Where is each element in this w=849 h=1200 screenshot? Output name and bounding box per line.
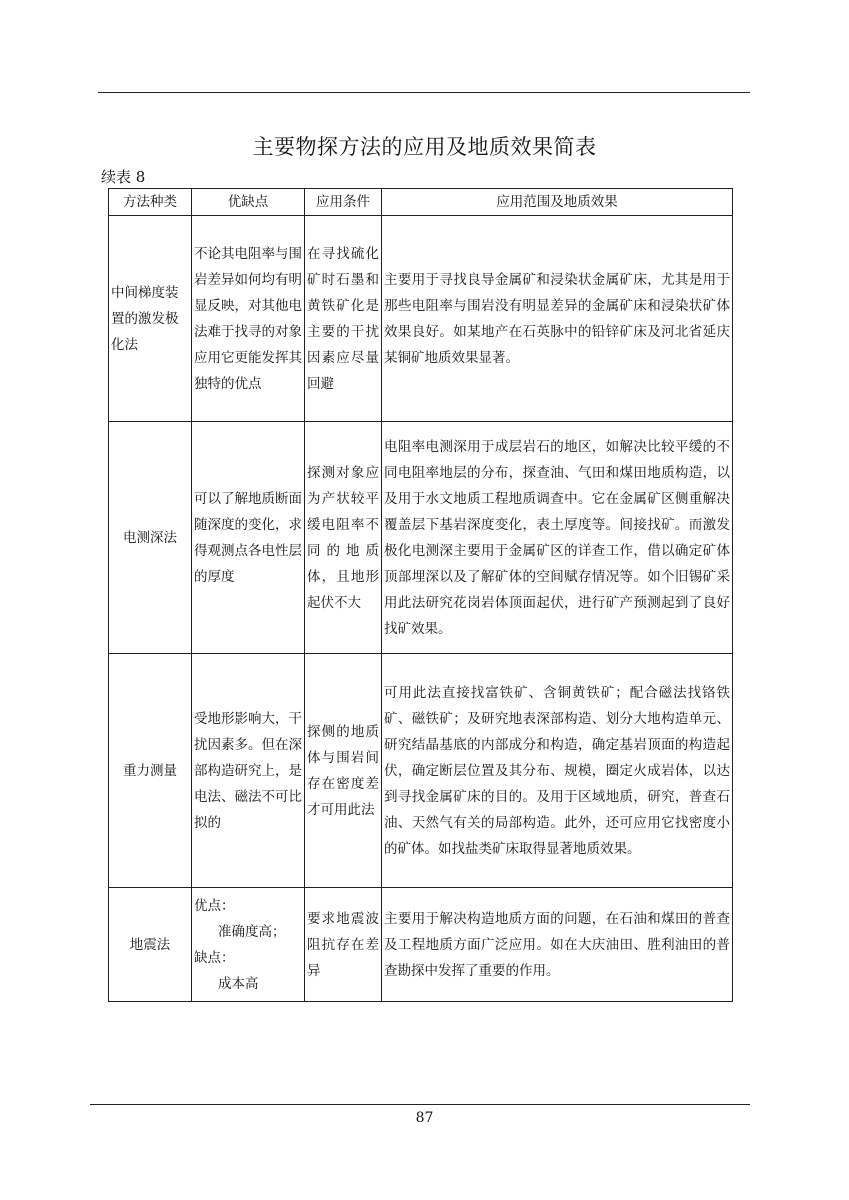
effect-cell: 主要用于解决构造地质方面的问题，在石油和煤田的普查及工程地质方面广泛应用。如在大庆油田、胜利油田的普查勘探中发挥了重要的作用。 bbox=[382, 888, 733, 1002]
column-header-pros-cons: 优缺点 bbox=[192, 189, 305, 216]
table-row bbox=[109, 422, 733, 654]
footer-rule bbox=[90, 1104, 750, 1105]
conditions-cell: 要求地震波阻抗存在差异 bbox=[305, 888, 382, 1002]
method-cell: 地震法 bbox=[109, 888, 192, 1002]
conditions-cell: 探侧的地质体与围岩间存在密度差才可用此法 bbox=[305, 654, 382, 888]
column-header-effect: 应用范围及地质效果 bbox=[382, 189, 733, 216]
geophysics-methods-table bbox=[108, 188, 733, 1002]
cons-label: 缺点： bbox=[194, 949, 235, 966]
table-continuation-label: 续表 8 bbox=[101, 168, 146, 186]
pros-label: 优点： bbox=[194, 897, 235, 914]
table-header-row bbox=[109, 189, 733, 216]
effect-cell: 主要用于寻找良导金属矿和浸染状金属矿床，尤其是用于那些电阻率与围岩没有明显差异的金属矿床和浸染状矿体效果良好。如某地产在石英脉中的铅锌矿床及河北省延庆某铜矿地质效果显著。 bbox=[382, 216, 733, 422]
conditions-cell: 探测对象应为产状较平缓电阻率不同的地质体，且地形起伏不大 bbox=[305, 422, 382, 654]
cons-text: 成本高 bbox=[218, 975, 259, 992]
page-number: 87 bbox=[415, 1110, 434, 1126]
method-cell: 重力测量 bbox=[109, 654, 192, 888]
conditions-cell: 在寻找硫化矿时石墨和黄铁矿化是主要的干扰因素应尽量回避 bbox=[305, 216, 382, 422]
effect-cell: 电阻率电测深用于成层岩石的地区，如解决比较平缓的不同电阻率地层的分布，探查油、气田和煤田地质构造，以及用于水文地质工程地质调查中。它在金属矿区侧重解决覆盖层下基岩深度变化，表土厚度等。间接找矿。而激发极化电测深主要用于金属矿区的详查工作，借以确定矿体顶部埋深以及了解矿体的空间赋存情况等。如个旧锡矿采用此法研究花岗岩体顶面起伏，进行矿产预测起到了良好找矿效果。 bbox=[382, 422, 733, 654]
pros-cons-cell: 可以了解地质断面随深度的变化，求得观测点各电性层的厚度 bbox=[192, 422, 305, 654]
table-row bbox=[109, 654, 733, 888]
method-cell: 电测深法 bbox=[109, 422, 192, 654]
table-row bbox=[109, 216, 733, 422]
header-rule bbox=[98, 92, 750, 93]
method-cell: 中间梯度装置的激发极化法 bbox=[109, 216, 192, 422]
pros-cons-cell bbox=[192, 888, 305, 1002]
table-row bbox=[109, 888, 733, 1002]
column-header-conditions: 应用条件 bbox=[305, 189, 382, 216]
pros-cons-cell: 不论其电阻率与围岩差异如何均有明显反映，对其他电法难于找寻的对象应用它更能发挥其独特的优点 bbox=[192, 216, 305, 422]
column-header-method: 方法种类 bbox=[109, 189, 192, 216]
page-title: 主要物探方法的应用及地质效果简表 bbox=[252, 135, 597, 159]
effect-cell: 可用此法直接找富铁矿、含铜黄铁矿；配合磁法找铬铁矿、磁铁矿；及研究地表深部构造、划分大地构造单元、研究结晶基底的内部成分和构造，确定基岩顶面的构造起伏，确定断层位置及其分布、规模，圈定火成岩体，以达到寻找金属矿床的目的。及用于区域地质，研究，普查石油、天然气有关的局部构造。此外，还可应用它找密度小的矿体。如找盐类矿床取得显著地质效果。 bbox=[382, 654, 733, 888]
pros-cons-cell: 受地形影响大，干扰因素多。但在深部构造研究上，是电法、磁法不可比拟的 bbox=[192, 654, 305, 888]
pros-text: 准确度高； bbox=[218, 923, 286, 940]
